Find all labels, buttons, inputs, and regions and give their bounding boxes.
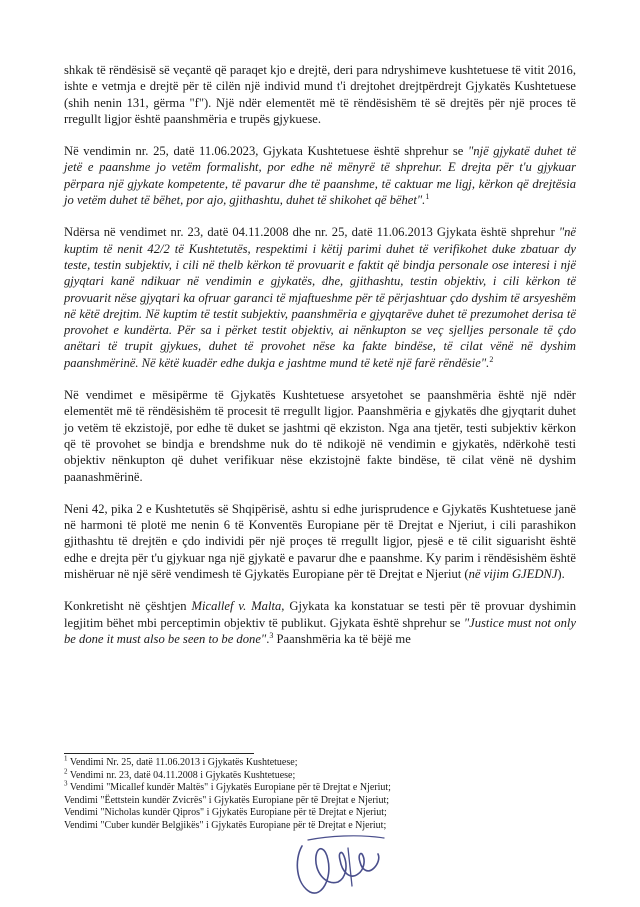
footnote-item: $^2$ Vendimi nr. 23, datë 04.11.2008 i Gjykatës Kushtetuese; xyxy=(64,767,296,781)
body-text xyxy=(64,62,576,661)
signature-stroke-vertical xyxy=(348,848,352,886)
paragraph-4: Në vendimet e mësipërme të Gjykatës Kushtetuese arsyetohet se paanshmëria është një ndër elementët më të rëndësishëm të procesit të rregullt ligjor. Paanshmëria e gjykatës dhe gjyqtarit duhet jo vetëm të ekzistojë, por edhe të duket se jashtmi që ekziston. Nga ana tjetër, testi subjektiv kërkon që të provohet se bindja e brendshme nuk do të ndikojë në vendimin e gjykatës, ndërkohë testi objektiv nënkupton që duhet verifikuar nëse ekzistojnë fakte bindëse, të cilat vënë në dyshim paanashmërinë. xyxy=(64,388,576,484)
quote-decisions-23-25: "në kuptim të nenit 42/2 të Kushtetutës, respektimi i këtij parimi duhet të verifikohet duke zbatuar dy teste, testin subjektiv, i cili në thelb kërkon të provuarit e faktit që bindja personale ose interesi i një gjyqtari kanë ndikuar në vendimin e gjykatës, dhe, gjithashtu, testin objektiv, i cili kërkon të provuarit nëse gjyqtari ka ofruar garanci të mjaftueshme për të përjashtuar çdo dyshim të arsyeshëm në këtë drejtim. Në kuptim të testit subjektiv, paanshmëria e gjyqtarëve duhet të prezumohet derisa të provohet e kundërta. Për sa i përket testit objektiv, ai nënkupton se veç sjelljes personale të çdo anëtari të trupit gjykues, duhet të provohet nëse ka fakte bindëse, të cilat vënë në dyshim paanshmërinë. Në këtë kuadër edhe dukja e jashtme mund të ketë një farë rëndësie". xyxy=(64,225,576,370)
paragraph-6: Konkretisht në çështjen Micallef v. Malta, Gjykata ka konstatuar se testi për të provuar dyshimin legjitim bëhet mbi perceptimin objektiv të publikut. Gjykata është shprehur se "Justice must not only be done it must also be seen to be done".$^3$ Paanshmëria ka të bëjë me xyxy=(64,599,576,646)
footnotes xyxy=(64,754,576,833)
signature-icon xyxy=(288,826,390,900)
footnote-item: Vendimi "Ëettstein kundër Zvicrës" i Gjykatës Europiane për të Drejtat e Njeriut; xyxy=(64,794,390,806)
abbreviation-gjednj: në vijim GJEDNJ xyxy=(468,567,558,582)
paragraph-5: Neni 42, pika 2 e Kushtetutës së Shqipërisë, ashtu si edhe jurisprudence e Gjykatës Kushtetuese janë në harmoni të plotë me nenin 6 të Konventës Europiane për të Drejtat e Njeriut, i cili parashikon gjithashtu të drejtën e çdo individi për një proçes të rregullt ligjor, pjesë e të cilit siguarisht është edhe e drejta për t'u gjykuar nga një gjykatë e pavarur dhe e paanshme. Ky parim i rëndësishëm është mishëruar në një sërë vendimesh të Gjykatës Europiane për të Drejtat e Njeriut (në vijim GJEDNJ). xyxy=(64,501,576,582)
footnote-item: Vendimi "Cuber kundër Belgjikës" i Gjykatës Europiane për të Drejtat e Njeriut; xyxy=(64,819,387,831)
footnote-ref-3: 3 xyxy=(269,630,274,640)
paragraph-1: shkak të rëndësisë së veçantë që paraqet kjo e drejtë, deri para ndryshimeve kushtetuese të vitit 2016, ishte e vetmja e drejtë për të cilën një individ mund t'i drejtohet drejtpërdrejt Gjykatës Kushtetuese (shih nenin 131, gërma "f"). Një ndër elementët më të rëndësishëm të së drejtës për një proces të rregullt ligjor është paanshmëria e trupës gjykuese. xyxy=(64,63,576,126)
case-name: Micallef v. Malta xyxy=(191,599,282,614)
quote-decision-25: "një gjykatë duhet të jetë e paanshme jo vetëm formalisht, por edhe në mënyrë të shprehur. E drejta për t'u gjykuar përpara një gjykate kompetente, të pavarur dhe të paanshme, të caktuar me ligj, kërkon që drejtësia jo vetëm duhet të bëhet, por ajo, gjithashtu, duhet të shikohet që bëhet". xyxy=(64,144,576,208)
footnote-item: $^1$ Vendimi Nr. 25, datë 11.06.2013 i Gjykatës Kushtetuese; xyxy=(64,754,298,768)
footnote-ref-1: 1 xyxy=(425,191,430,201)
footnote-item: $^3$ Vendimi "Micallef kundër Maltës" i Gjykatës Europiane për të Drejtat e Njeriut; xyxy=(64,779,391,794)
footnote-divider xyxy=(64,753,254,754)
footnote-ref-2: 2 xyxy=(489,354,494,364)
footnote-item: Vendimi "Nicholas kundër Qipros" i Gjykatës Europiane për të Drejtat e Njeriut; xyxy=(64,807,387,819)
quote-justice: "Justice must not only be done it must also be seen to be done" xyxy=(64,615,576,646)
paragraph-3: Ndërsa në vendimet nr. 23, datë 04.11.2008 dhe nr. 25, datë 11.06.2013 Gjykata është shprehur "në kuptim të nenit 42/2 të Kushtetutës, respektimi i këtij parimi duhet të verifikohet duke zbatuar dy teste, testin subjektiv, i cili në thelb kërkon të provuarit e faktit që bindja personale ose interesi i një gjyqtari kanë ndikuar në vendimin e gjykatës, dhe, gjithashtu, testin objektiv, i cili kërkon të provuarit nëse gjyqtari ka ofruar garanci të mjaftueshme për të përjashtuar çdo dyshim të arsyeshëm në këtë drejtim. Në kuptim të testit subjektiv, paanshmëria e gjyqtarëve duhet të prezumohet derisa të provohet e kundërta. Për sa i përket testit objektiv, ai nënkupton se veç sjelljes personale të çdo anëtari të trupit gjykues, duhet të provohet nëse ka fakte bindëse, të cilat vënë në dyshim paanshmërinë. Në këtë kuadër edhe dukja e jashtme mund të ketë një farë rëndësie".$^2$ xyxy=(64,225,576,370)
paragraph-2: Në vendimin nr. 25, datë 11.06.2023, Gjykata Kushtetuese është shprehur se "një gjykatë duhet të jetë e paanshme jo vetëm formalisht, por edhe në mënyrë të shprehur. E drejta për t'u gjykuar përpara një gjykate kompetente, të pavarur dhe të paanshme, të caktuar me ligj, kërkon që drejtësia jo vetëm duhet të bëhet, por ajo, gjithashtu, duhet të shikohet që bëhet".$^1$ xyxy=(64,144,576,208)
signature-flourish xyxy=(308,836,384,840)
signature-stroke xyxy=(297,846,378,893)
